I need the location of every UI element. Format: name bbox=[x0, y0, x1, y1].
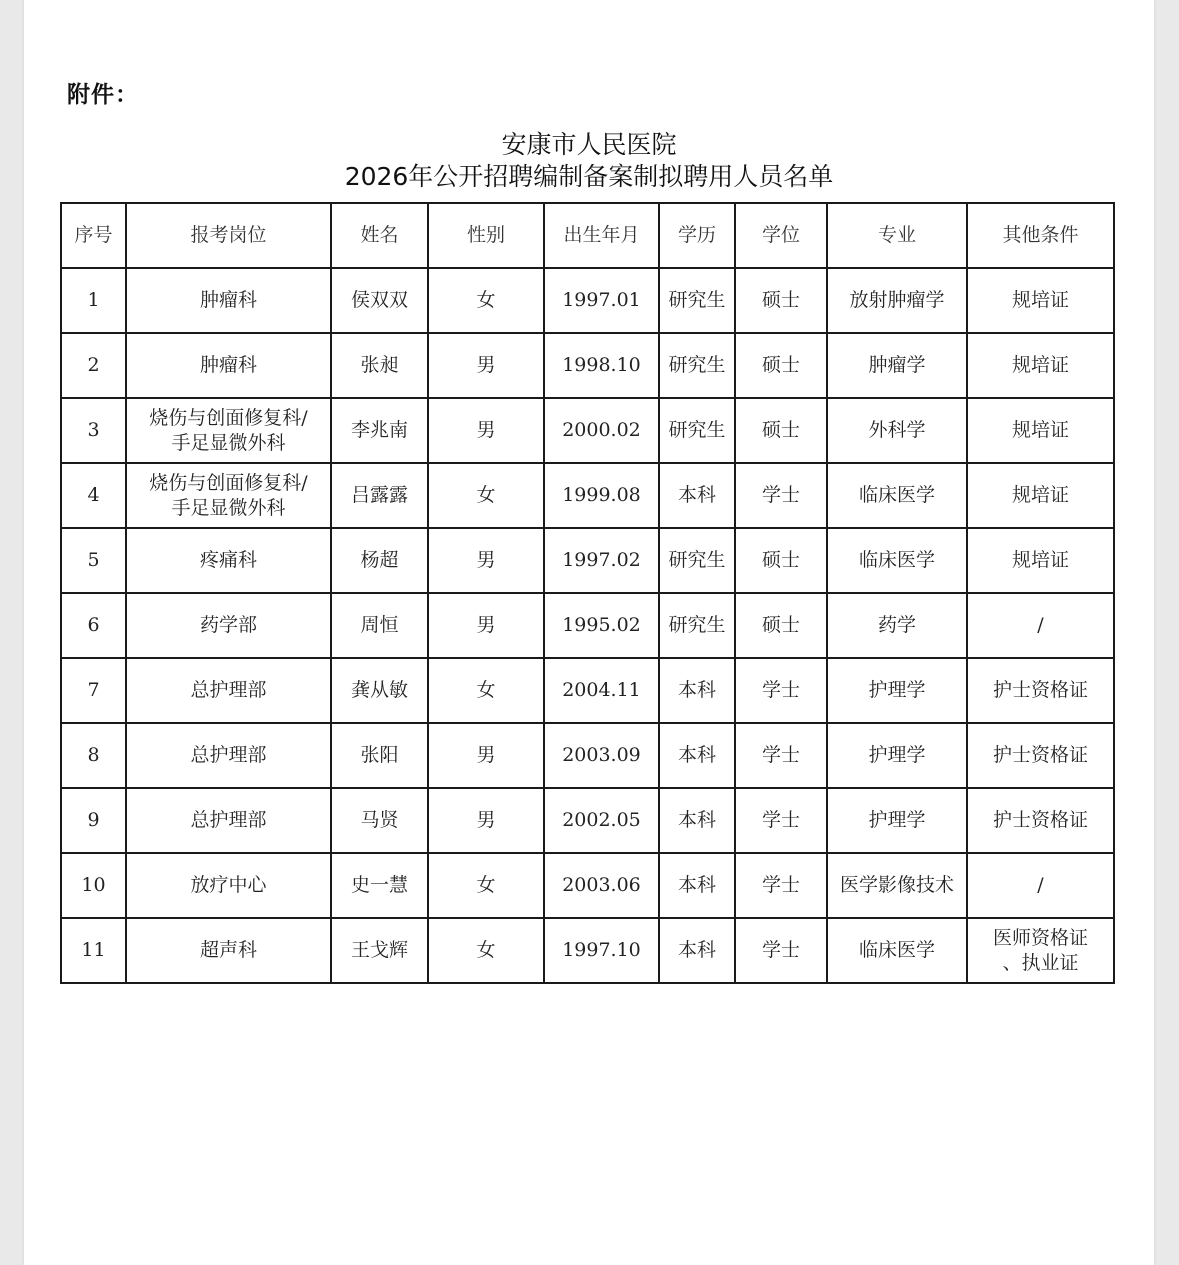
document-subtitle: 2026年公开招聘编制备案制拟聘用人员名单 bbox=[344, 162, 834, 191]
table-row bbox=[61, 723, 1114, 788]
cell-birth: 1997.10 bbox=[544, 918, 659, 983]
cell-major: 肿瘤学 bbox=[827, 333, 967, 398]
cell-education: 研究生 bbox=[659, 398, 735, 463]
cell-education: 本科 bbox=[659, 853, 735, 918]
cell-gender: 男 bbox=[428, 788, 544, 853]
table-row bbox=[61, 463, 1114, 528]
cell-gender: 女 bbox=[428, 918, 544, 983]
cell-name: 马贤 bbox=[331, 788, 428, 853]
cell-index: 9 bbox=[61, 788, 126, 853]
cell-position: 疼痛科 bbox=[126, 528, 331, 593]
cell-degree: 硕士 bbox=[735, 528, 827, 593]
cell-education: 本科 bbox=[659, 463, 735, 528]
cell-degree: 学士 bbox=[735, 918, 827, 983]
cell-index: 6 bbox=[61, 593, 126, 658]
cell-degree: 学士 bbox=[735, 723, 827, 788]
cell-gender: 男 bbox=[428, 593, 544, 658]
document-page bbox=[24, 0, 1154, 1265]
cell-major: 护理学 bbox=[827, 788, 967, 853]
table-row bbox=[61, 853, 1114, 918]
candidate-table bbox=[60, 202, 1115, 984]
cell-education: 研究生 bbox=[659, 528, 735, 593]
cell-birth: 1997.01 bbox=[544, 268, 659, 333]
cell-major: 临床医学 bbox=[827, 463, 967, 528]
cell-gender: 女 bbox=[428, 658, 544, 723]
table-header-row bbox=[61, 203, 1114, 268]
table-row bbox=[61, 528, 1114, 593]
cell-major: 药学 bbox=[827, 593, 967, 658]
cell-major: 临床医学 bbox=[827, 528, 967, 593]
cell-other: 护士资格证 bbox=[967, 788, 1114, 853]
cell-position: 总护理部 bbox=[126, 658, 331, 723]
cell-gender: 女 bbox=[428, 853, 544, 918]
cell-major: 放射肿瘤学 bbox=[827, 268, 967, 333]
table-row bbox=[61, 918, 1114, 983]
cell-name: 张昶 bbox=[331, 333, 428, 398]
cell-index: 3 bbox=[61, 398, 126, 463]
cell-other: 规培证 bbox=[967, 398, 1114, 463]
cell-name: 周恒 bbox=[331, 593, 428, 658]
table-row bbox=[61, 398, 1114, 463]
cell-index: 5 bbox=[61, 528, 126, 593]
table-row bbox=[61, 333, 1114, 398]
cell-degree: 学士 bbox=[735, 658, 827, 723]
cell-other: 规培证 bbox=[967, 268, 1114, 333]
cell-gender: 女 bbox=[428, 268, 544, 333]
cell-name: 侯双双 bbox=[331, 268, 428, 333]
cell-index: 2 bbox=[61, 333, 126, 398]
cell-index: 1 bbox=[61, 268, 126, 333]
cell-degree: 硕士 bbox=[735, 398, 827, 463]
cell-major: 护理学 bbox=[827, 723, 967, 788]
cell-gender: 男 bbox=[428, 723, 544, 788]
cell-birth: 1998.10 bbox=[544, 333, 659, 398]
cell-name: 李兆南 bbox=[331, 398, 428, 463]
header-major: 专业 bbox=[827, 203, 967, 268]
cell-other: / bbox=[967, 853, 1114, 918]
cell-education: 研究生 bbox=[659, 268, 735, 333]
cell-index: 4 bbox=[61, 463, 126, 528]
header-name: 姓名 bbox=[331, 203, 428, 268]
cell-index: 11 bbox=[61, 918, 126, 983]
cell-other: 规培证 bbox=[967, 528, 1114, 593]
cell-birth: 2002.05 bbox=[544, 788, 659, 853]
table-body bbox=[61, 268, 1114, 983]
cell-other: / bbox=[967, 593, 1114, 658]
cell-major: 护理学 bbox=[827, 658, 967, 723]
cell-birth: 1999.08 bbox=[544, 463, 659, 528]
cell-birth: 2000.02 bbox=[544, 398, 659, 463]
cell-major: 医学影像技术 bbox=[827, 853, 967, 918]
cell-index: 10 bbox=[61, 853, 126, 918]
cell-index: 7 bbox=[61, 658, 126, 723]
header-gender: 性别 bbox=[428, 203, 544, 268]
header-degree: 学位 bbox=[735, 203, 827, 268]
header-education: 学历 bbox=[659, 203, 735, 268]
cell-position: 总护理部 bbox=[126, 723, 331, 788]
table-row bbox=[61, 658, 1114, 723]
cell-degree: 学士 bbox=[735, 853, 827, 918]
cell-gender: 男 bbox=[428, 333, 544, 398]
header-other: 其他条件 bbox=[967, 203, 1114, 268]
table-row bbox=[61, 593, 1114, 658]
cell-education: 本科 bbox=[659, 918, 735, 983]
cell-degree: 学士 bbox=[735, 788, 827, 853]
cell-other: 护士资格证 bbox=[967, 658, 1114, 723]
header-index: 序号 bbox=[61, 203, 126, 268]
cell-education: 本科 bbox=[659, 723, 735, 788]
cell-major: 外科学 bbox=[827, 398, 967, 463]
cell-gender: 男 bbox=[428, 528, 544, 593]
cell-birth: 2004.11 bbox=[544, 658, 659, 723]
cell-birth: 2003.09 bbox=[544, 723, 659, 788]
cell-position: 药学部 bbox=[126, 593, 331, 658]
cell-name: 张阳 bbox=[331, 723, 428, 788]
cell-position: 超声科 bbox=[126, 918, 331, 983]
cell-degree: 硕士 bbox=[735, 333, 827, 398]
cell-position: 烧伤与创面修复科/ 手足显微外科 bbox=[126, 463, 331, 528]
cell-degree: 学士 bbox=[735, 463, 827, 528]
header-position: 报考岗位 bbox=[126, 203, 331, 268]
cell-major: 临床医学 bbox=[827, 918, 967, 983]
cell-education: 本科 bbox=[659, 658, 735, 723]
table-row bbox=[61, 268, 1114, 333]
cell-other: 护士资格证 bbox=[967, 723, 1114, 788]
cell-other: 医师资格证 、执业证 bbox=[967, 918, 1114, 983]
cell-education: 本科 bbox=[659, 788, 735, 853]
cell-birth: 2003.06 bbox=[544, 853, 659, 918]
cell-gender: 男 bbox=[428, 398, 544, 463]
cell-position: 烧伤与创面修复科/ 手足显微外科 bbox=[126, 398, 331, 463]
table-row bbox=[61, 788, 1114, 853]
cell-birth: 1995.02 bbox=[544, 593, 659, 658]
cell-position: 肿瘤科 bbox=[126, 333, 331, 398]
cell-gender: 女 bbox=[428, 463, 544, 528]
cell-degree: 硕士 bbox=[735, 593, 827, 658]
cell-other: 规培证 bbox=[967, 463, 1114, 528]
document-title: 安康市人民医院 bbox=[501, 130, 677, 159]
cell-education: 研究生 bbox=[659, 333, 735, 398]
cell-name: 史一慧 bbox=[331, 853, 428, 918]
cell-birth: 1997.02 bbox=[544, 528, 659, 593]
header-birth: 出生年月 bbox=[544, 203, 659, 268]
cell-position: 肿瘤科 bbox=[126, 268, 331, 333]
cell-position: 总护理部 bbox=[126, 788, 331, 853]
attachment-label: 附件： bbox=[67, 82, 139, 108]
cell-name: 吕露露 bbox=[331, 463, 428, 528]
cell-degree: 硕士 bbox=[735, 268, 827, 333]
cell-name: 王戈辉 bbox=[331, 918, 428, 983]
cell-name: 杨超 bbox=[331, 528, 428, 593]
cell-other: 规培证 bbox=[967, 333, 1114, 398]
cell-education: 研究生 bbox=[659, 593, 735, 658]
cell-index: 8 bbox=[61, 723, 126, 788]
cell-position: 放疗中心 bbox=[126, 853, 331, 918]
cell-name: 龚从敏 bbox=[331, 658, 428, 723]
